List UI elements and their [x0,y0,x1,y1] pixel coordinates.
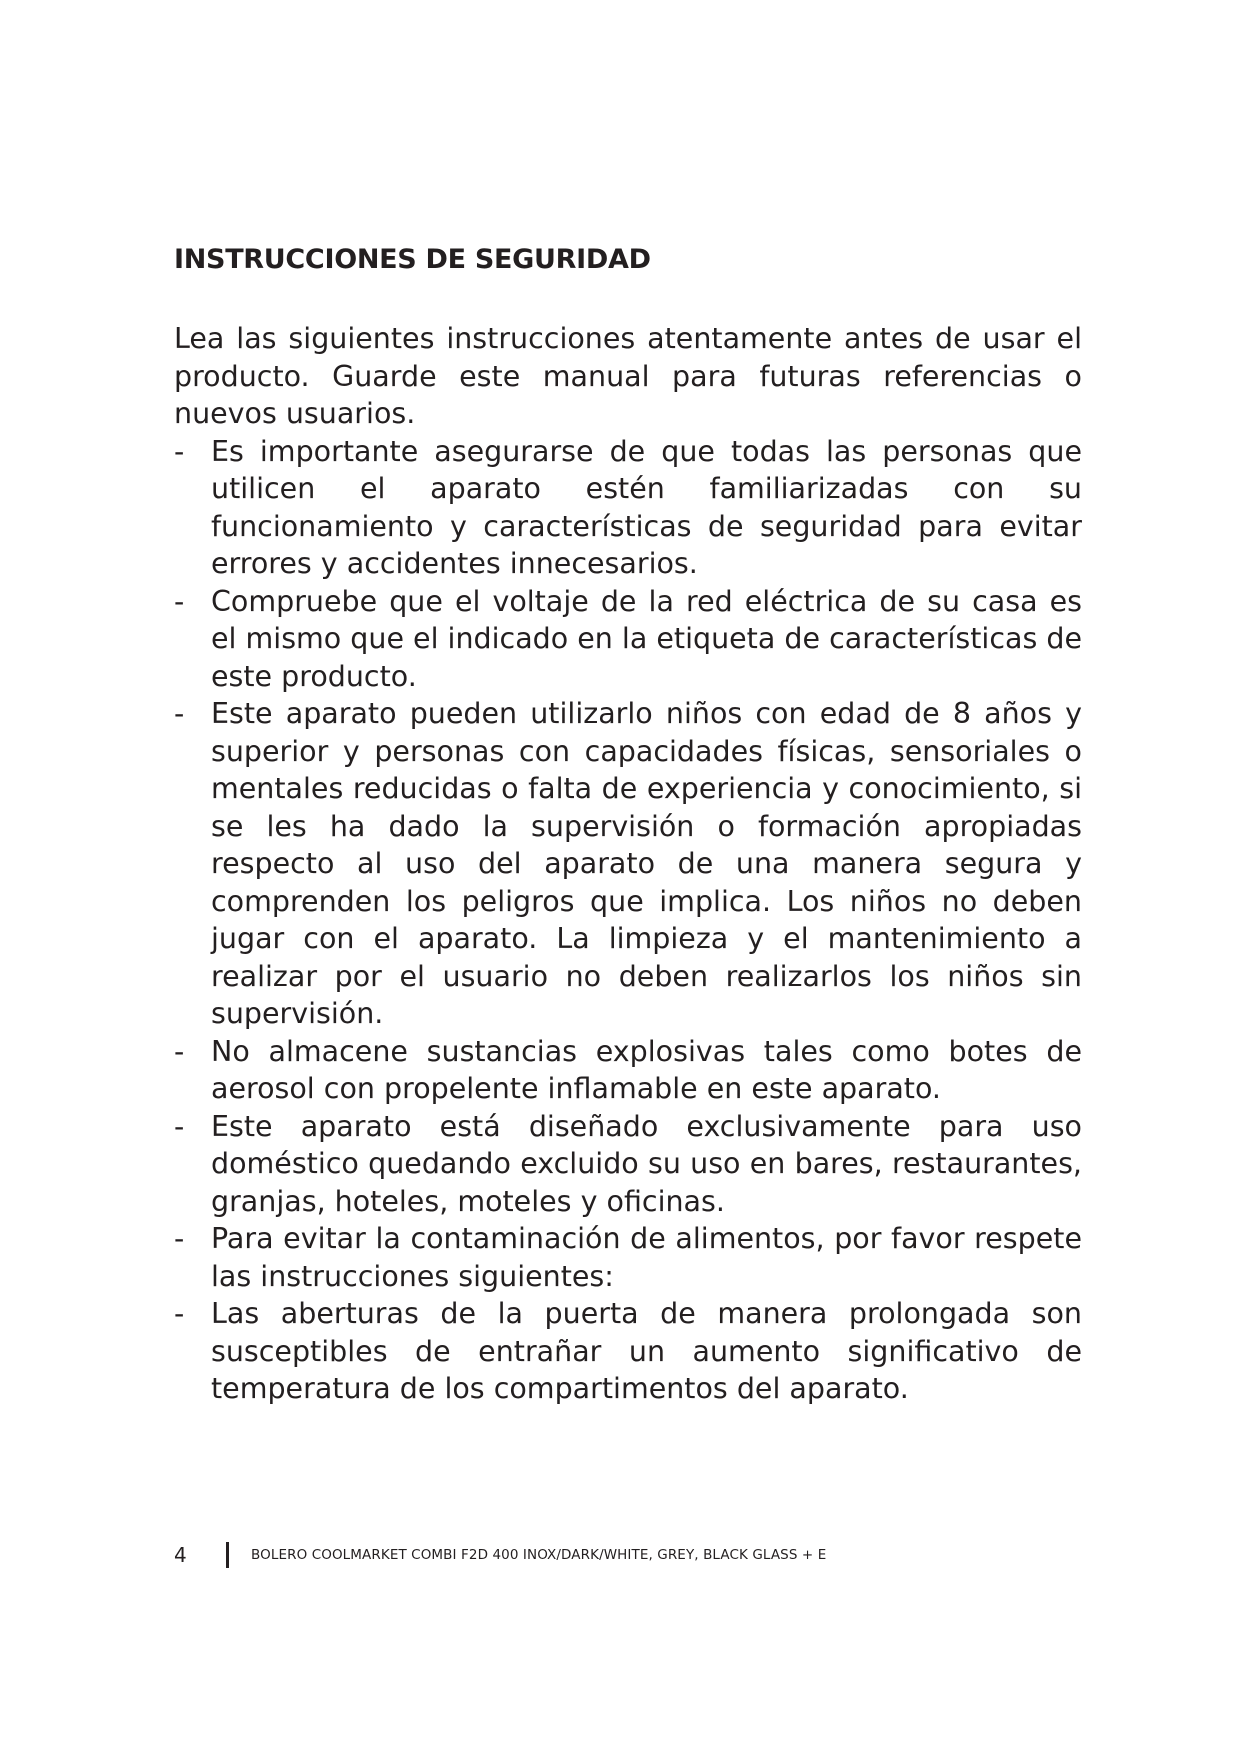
list-item [174,1108,1082,1221]
footer-divider [226,1542,229,1568]
list-item-text: Este aparato pueden utilizarlo niños con edad de 8 años y superior y personas con capacidades físicas, sensoriales o mentales reducidas o falta de experiencia y conocimiento, si se les ha dado la supervisión o formación apropiadas respecto al uso del aparato de una manera segura y comprenden los peligros que implica. Los niños no deben jugar con el aparato. La limpieza y el mantenimiento a realizar por el usuario no deben realizarlos los niños sin supervisión. [211,697,1082,1030]
list-item-text: Este aparato está diseñado exclusivamente para uso doméstico quedando excluido su uso en bares, restaurantes, granjas, hoteles, moteles y oficinas. [211,1109,1082,1218]
safety-instructions-body [174,320,1082,1408]
list-item-text: No almacene sustancias explosivas tales como botes de aerosol con propelente inflamable en este aparato. [211,1034,1082,1105]
list-item [174,695,1082,1033]
list-bullet: - [174,584,185,618]
intro-paragraph: Lea las siguientes instrucciones atentamente antes de usar el producto. Guarde este manual para futuras referencias o nuevos usuarios. [174,322,1082,430]
list-bullet: - [174,1222,185,1255]
footer-model-name: BOLERO COOLMARKET COMBI F2D 400 INOX/DARK/WHITE, GREY, BLACK GLASS + E [251,1547,827,1563]
page-footer [174,1540,826,1570]
list-item-text: Para evitar la contaminación de alimentos, por favor respete las instrucciones siguientes: [211,1222,1082,1293]
list-bullet: - [174,434,185,468]
list-item [174,583,1082,696]
safety-instructions-list [174,433,1082,1408]
page-number: 4 [174,1543,187,1567]
list-bullet: - [174,697,185,730]
list-item [174,433,1082,583]
page-title: INSTRUCCIONES DE SEGURIDAD [174,244,651,275]
list-bullet: - [174,1297,185,1330]
list-item-text: Las aberturas de la puerta de manera prolongada son susceptibles de entrañar un aumento significativo de temperatura de los compartimentos del aparato. [211,1297,1082,1405]
list-bullet: - [174,1034,185,1068]
list-item-text: Es importante asegurarse de que todas las personas que utilicen el aparato estén familiarizadas con su funcionamiento y características de seguridad para evitar errores y accidentes innecesarios. [211,434,1082,580]
list-item [174,1033,1082,1108]
list-item [174,1295,1082,1408]
list-item [174,1220,1082,1295]
list-bullet: - [174,1109,185,1143]
list-item-text: Compruebe que el voltaje de la red eléctrica de su casa es el mismo que el indicado en la etiqueta de características de este producto. [211,584,1083,693]
